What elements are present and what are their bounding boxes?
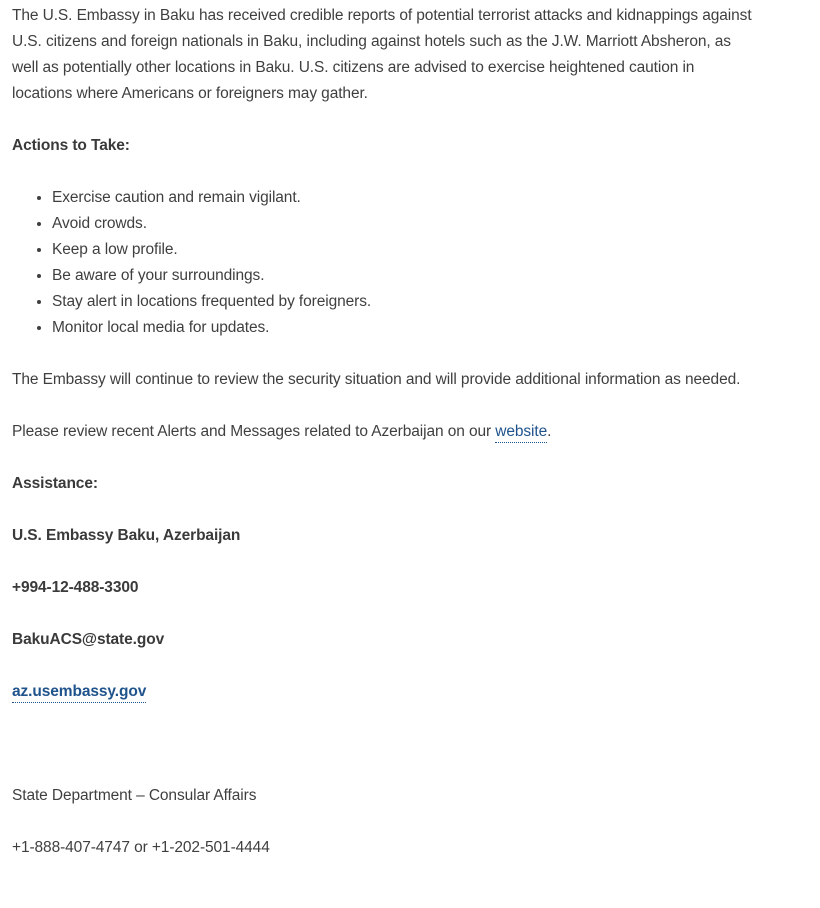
actions-heading: Actions to Take: [12, 137, 130, 154]
review-paragraph: The Embassy will continue to review the security situation and will provide additional information as needed. [12, 371, 741, 388]
actions-list [12, 185, 755, 341]
list-item: • Monitor local media for updates. [52, 315, 755, 341]
intro-paragraph: The U.S. Embassy in Baku has received credible reports of potential terrorist attacks and kidnappings against U.S. citizens and foreign nationals in Baku, including against hotels such as the J.W. Marriott Absheron, as well as potentially other locations in Baku. U.S. citizens are advised to exercise heightened caution in locations where Americans or foreigners may gather. [12, 7, 752, 102]
state-department-phones: +1-888-407-4747 or +1-202-501-4444 [12, 839, 270, 856]
embassy-website-line [12, 679, 755, 705]
alerts-paragraph [12, 419, 755, 445]
embassy-email: BakuACS@state.gov [12, 631, 165, 648]
assistance-heading: Assistance: [12, 475, 98, 492]
list-item: • Be aware of your surroundings. [52, 263, 755, 289]
list-item: • Exercise caution and remain vigilant. [52, 185, 755, 211]
embassy-website-link[interactable]: az.usembassy.gov [12, 683, 146, 703]
website-link[interactable]: website [495, 423, 547, 443]
vertical-spacer [12, 731, 755, 783]
list-item: • Avoid crowds. [52, 211, 755, 237]
embassy-name: U.S. Embassy Baku, Azerbaijan [12, 527, 241, 544]
alerts-paragraph-text: Please review recent Alerts and Messages related to Azerbaijan on our [12, 423, 496, 440]
state-department-line: State Department – Consular Affairs [12, 787, 257, 804]
list-item: • Stay alert in locations frequented by foreigners. [52, 289, 755, 315]
list-item: • Keep a low profile. [52, 237, 755, 263]
embassy-phone: +994-12-488-3300 [12, 579, 139, 596]
alerts-paragraph-period: . [547, 423, 552, 440]
